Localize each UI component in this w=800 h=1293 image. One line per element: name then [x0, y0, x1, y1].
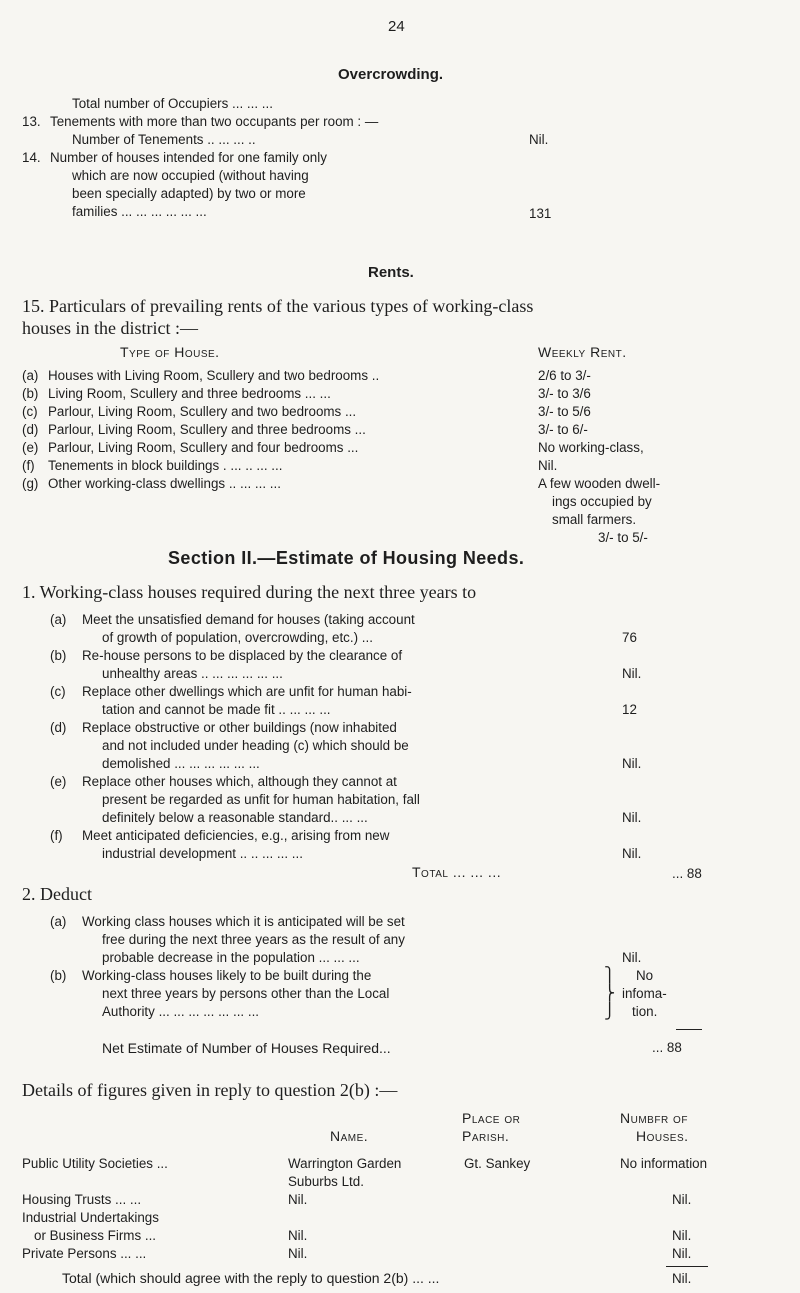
estimate-item-line: Meet anticipated deficiencies, e.g., arising from new [82, 828, 390, 843]
deduct-item-value: infoma- [622, 986, 667, 1001]
estimate-item-line: and not included under heading (c) which should be [102, 738, 409, 753]
net-estimate-value: ... 88 [652, 1040, 682, 1055]
details-total-label: Total (which should agree with the reply to question 2(b) ... ... [62, 1270, 440, 1286]
estimate-item-value: Nil. [622, 846, 642, 861]
details-total-rule [666, 1266, 708, 1267]
deduct-item-line: Authority ... ... ... ... ... ... ... [102, 1004, 260, 1019]
details-number: Nil. [672, 1246, 692, 1261]
rent-row-rent-continuation: 3/- to 5/- [598, 530, 648, 545]
rent-row-type: Houses with Living Room, Scullery and two bedrooms .. [48, 368, 380, 383]
details-category: Public Utility Societies ... [22, 1156, 168, 1171]
deduct-item-value: No [636, 968, 654, 983]
name-header: Name. [330, 1128, 369, 1144]
number-header: Houses. [636, 1128, 689, 1144]
rent-row-type: Parlour, Living Room, Scullery and three bedrooms ... [48, 422, 366, 437]
item-13-line: Number of Tenements .. ... ... .. [72, 132, 256, 147]
item-14-line: Number of houses intended for one family only [50, 150, 327, 165]
details-name: Nil. [288, 1192, 308, 1207]
deduct-item-line: probable decrease in the population ... ... ... [102, 950, 360, 965]
details-name: Nil. [288, 1246, 308, 1261]
rents-heading: Rents. [368, 264, 414, 281]
deduct-item-line: Working-class houses likely to be built during the [82, 968, 372, 983]
estimate-item-line: definitely below a reasonable standard.. ... ... [102, 810, 368, 825]
item-15-line: 15. Particulars of prevailing rents of the various types of working-class [22, 296, 534, 316]
rent-row-label: (c) [22, 404, 38, 419]
rent-row-type: Tenements in block buildings . ... .. ... ... [48, 458, 283, 473]
deduct-item-line: Working class houses which it is anticipated will be set [82, 914, 405, 929]
item-14-line: families ... ... ... ... ... ... [72, 204, 207, 219]
item-13-number: 13. [22, 114, 41, 129]
details-number: No information [620, 1156, 708, 1171]
estimate-item-value: 76 [622, 630, 637, 645]
estimate-item-label: (c) [50, 684, 66, 699]
item-14-line: been specially adapted) by two or more [72, 186, 306, 201]
estimate-item-line: Meet the unsatisfied demand for houses (taking account [82, 612, 415, 627]
details-name: Warrington Garden [288, 1156, 402, 1171]
rent-row-rent: Nil. [538, 458, 558, 473]
details-category: Private Persons ... ... [22, 1246, 147, 1261]
subtotal-rule [676, 1029, 702, 1030]
rent-row-rent: 2/6 to 3/- [538, 368, 591, 383]
rent-row-rent-continuation: small farmers. [552, 512, 637, 527]
rent-row-label: (b) [22, 386, 39, 401]
estimate-item-label: (a) [50, 612, 67, 627]
estimate-total-label: Total ... ... ... [412, 864, 502, 880]
item-13-line: Tenements with more than two occupants per room : — [50, 114, 379, 129]
brace-top: ⎫ [604, 968, 616, 984]
rent-row-label: (g) [22, 476, 39, 491]
item-14-line: which are now occupied (without having [72, 168, 309, 183]
rent-row-rent-continuation: ings occupied by [552, 494, 652, 509]
place-header: Parish. [462, 1128, 510, 1144]
estimate-item-label: (e) [50, 774, 67, 789]
rent-row-rent: A few wooden dwell- [538, 476, 661, 491]
section-2-item-1: 1. Working-class houses required during the next three years to [22, 582, 477, 602]
weekly-rent-header: Weekly Rent. [538, 344, 627, 360]
details-number: Nil. [672, 1228, 692, 1243]
rent-row-rent: No working-class, [538, 440, 644, 455]
estimate-item-line: present be regarded as unfit for human habitation, fall [102, 792, 420, 807]
number-header: Numbfr of [620, 1110, 688, 1126]
total-occupiers-line: Total number of Occupiers ... ... ... [72, 96, 273, 111]
item-13-value: Nil. [529, 132, 549, 147]
estimate-item-line: tation and cannot be made fit .. ... ... ... [102, 702, 331, 717]
deduct-item-value: Nil. [622, 950, 642, 965]
item-14-value: 131 [529, 206, 552, 221]
type-of-house-header: Type of House. [120, 344, 220, 360]
deduct-item-line: free during the next three years as the result of any [102, 932, 405, 947]
details-category: Industrial Undertakings [22, 1210, 159, 1225]
details-place: Gt. Sankey [464, 1156, 531, 1171]
estimate-total-value: ... 88 [672, 866, 702, 881]
brace-middle: ⎬ [604, 986, 616, 1002]
overcrowding-heading: Overcrowding. [338, 66, 444, 83]
place-header: Place or [462, 1110, 521, 1126]
estimate-item-label: (f) [50, 828, 63, 843]
page-number: 24 [388, 18, 405, 35]
details-category: Housing Trusts ... ... [22, 1192, 142, 1207]
estimate-item-value: Nil. [622, 666, 642, 681]
details-name: Suburbs Ltd. [288, 1174, 364, 1189]
estimate-item-label: (b) [50, 648, 67, 663]
estimate-item-line: Re-house persons to be displaced by the clearance of [82, 648, 403, 663]
rent-row-type: Parlour, Living Room, Scullery and four bedrooms ... [48, 440, 359, 455]
estimate-item-line: of growth of population, overcrowding, etc.) ... [102, 630, 373, 645]
estimate-item-line: unhealthy areas .. ... ... ... ... ... [102, 666, 283, 681]
estimate-item-value: Nil. [622, 756, 642, 771]
rent-row-type: Parlour, Living Room, Scullery and two bedrooms ... [48, 404, 357, 419]
rent-row-label: (a) [22, 368, 39, 383]
item-15-line: houses in the district :— [22, 318, 198, 338]
estimate-item-line: industrial development .. .. ... ... ... [102, 846, 303, 861]
details-category: or Business Firms ... [34, 1228, 157, 1243]
rent-row-label: (d) [22, 422, 39, 437]
details-name: Nil. [288, 1228, 308, 1243]
deduct-item-label: (b) [50, 968, 67, 983]
net-estimate-label: Net Estimate of Number of Houses Required... [102, 1040, 391, 1056]
details-number: Nil. [672, 1192, 692, 1207]
rent-row-type: Other working-class dwellings .. ... ... ... [48, 476, 281, 491]
deduct-item-line: next three years by persons other than the Local [102, 986, 390, 1001]
estimate-item-line: Replace obstructive or other buildings (now inhabited [82, 720, 397, 735]
deduct-item-label: (a) [50, 914, 67, 929]
estimate-item-line: Replace other dwellings which are unfit for human habi- [82, 684, 412, 699]
estimate-item-value: Nil. [622, 810, 642, 825]
rent-row-rent: 3/- to 3/6 [538, 386, 591, 401]
deduct-item-value: tion. [632, 1004, 658, 1019]
details-total-value: Nil. [672, 1271, 692, 1286]
estimate-item-line: Replace other houses which, although they cannot at [82, 774, 397, 789]
item-14-number: 14. [22, 150, 41, 165]
rent-row-rent: 3/- to 5/6 [538, 404, 591, 419]
rent-row-rent: 3/- to 6/- [538, 422, 588, 437]
rent-row-label: (e) [22, 440, 39, 455]
section-2-item-2: 2. Deduct [22, 884, 92, 904]
section-2-heading: Section II.—Estimate of Housing Needs. [168, 548, 525, 568]
details-heading: Details of figures given in reply to question 2(b) :— [22, 1080, 398, 1100]
brace-bottom: ⎭ [604, 1004, 616, 1020]
rent-row-label: (f) [22, 458, 35, 473]
estimate-item-line: demolished ... ... ... ... ... ... [102, 756, 260, 771]
estimate-item-value: 12 [622, 702, 637, 717]
rent-row-type: Living Room, Scullery and three bedrooms ... ... [48, 386, 331, 401]
estimate-item-label: (d) [50, 720, 67, 735]
